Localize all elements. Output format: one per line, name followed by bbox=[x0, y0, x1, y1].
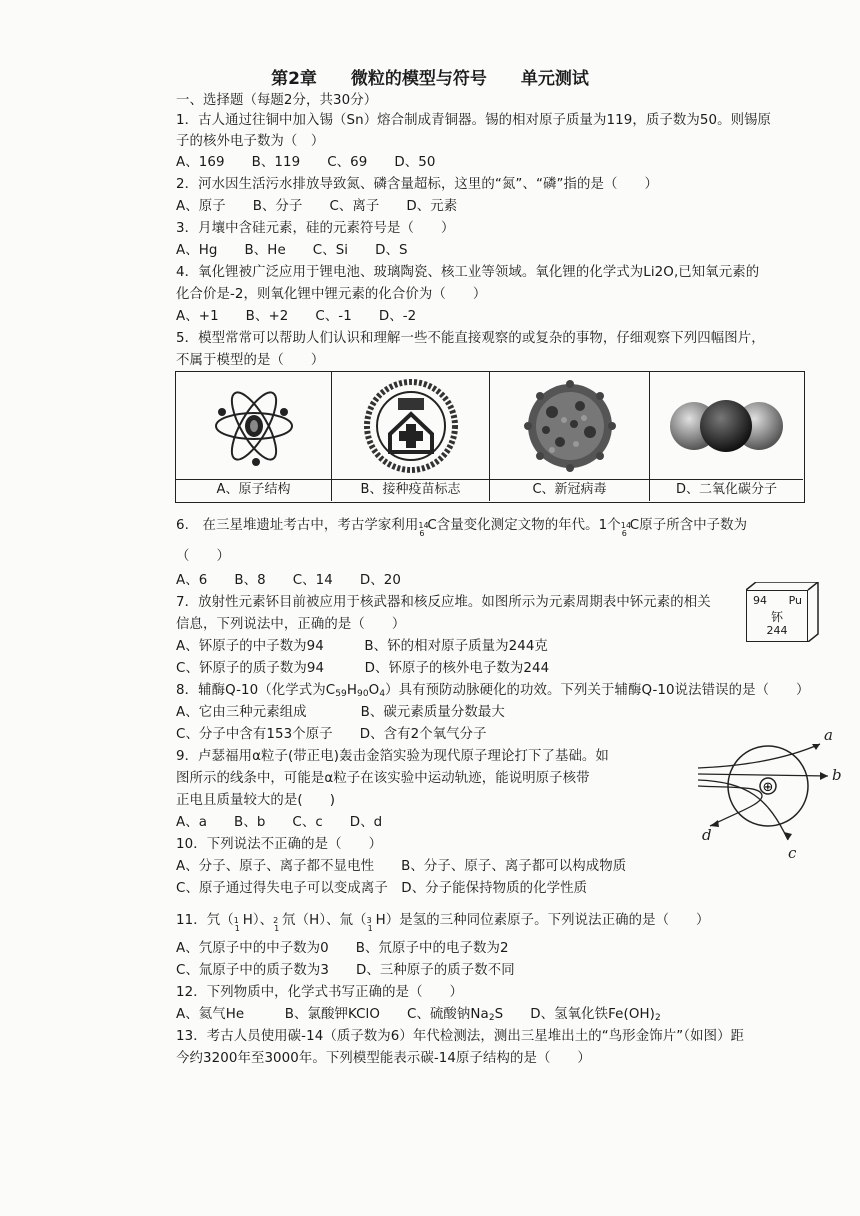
q1-options: A、169 B、119 C、69 D、50 bbox=[176, 155, 436, 170]
q5-line2: 不属于模型的是（ ） bbox=[176, 353, 325, 368]
q6-text-post: C原子所含中子数为 bbox=[629, 518, 748, 533]
protium-z: 1 bbox=[234, 924, 240, 933]
q6-text-pre: 6. 在三星堆遗址考古中，考古学家利用 bbox=[176, 518, 419, 533]
nucleus-symbol: ⊕ bbox=[762, 780, 774, 795]
q2-options: A、原子 B、分子 C、离子 D、元素 bbox=[176, 199, 458, 214]
tritium-mass: 3 bbox=[366, 916, 372, 925]
picture-cell-c bbox=[490, 372, 650, 501]
q13-line2: 今约3200年至3000年。下列模型能表示碳-14原子结构的是（ ） bbox=[176, 1051, 591, 1066]
q1-line1: 1．古人通过往铜中加入锡（Sn）熔合制成青铜器。锡的相对原子质量为119，质子数为50。则锡原 bbox=[176, 113, 772, 128]
deuterium-mass: 2 bbox=[273, 916, 279, 925]
q12-options bbox=[176, 1006, 661, 1027]
q11-text-a: H）、 bbox=[242, 913, 274, 928]
scattering-svg bbox=[688, 728, 848, 864]
caption-b: B、接种疫苗标志 bbox=[332, 479, 489, 501]
q3-line1: 3．月壤中含硅元素，硅的元素符号是（ ） bbox=[176, 221, 455, 236]
q6-text-mid: C含量变化测定文物的年代。1个 bbox=[427, 518, 621, 533]
q8-sub-c: 59 bbox=[335, 689, 347, 699]
atom-structure-image bbox=[176, 372, 332, 480]
trajectory-label-b: b bbox=[832, 766, 842, 784]
trajectory-label-c: c bbox=[788, 844, 797, 862]
protium-mass: 1 bbox=[233, 916, 239, 925]
q4-line1: 4．氧化锂被广泛应用于锂电池、玻璃陶瓷、核工业等领域。氧化锂的化学式为Li2O,已知氧元素的 bbox=[176, 265, 760, 280]
protium-notation bbox=[233, 912, 243, 933]
co2-molecule-image bbox=[650, 372, 803, 480]
element-symbol: Pu bbox=[788, 594, 802, 607]
page-title: 第2章 微粒的模型与符号 单元测试 bbox=[271, 69, 589, 89]
trajectory-label-a: a bbox=[824, 728, 833, 744]
q11-text-pre: 11．氕（ bbox=[176, 913, 234, 928]
q9-line3: 正电且质量较大的是( ) bbox=[176, 793, 336, 808]
vaccine-logo-image bbox=[332, 372, 490, 480]
q12-sub-na: 2 bbox=[488, 1013, 495, 1023]
q11-text-post: H）是氢的三种同位素原子。下列说法正确的是（ ） bbox=[375, 913, 710, 928]
q10-options-cd: C、原子通过得失电子可以变成离子 D、分子能保持物质的化学性质 bbox=[176, 881, 588, 896]
q1-line2: 子的核外电子数为（ ） bbox=[176, 134, 325, 149]
q12-text-a: A、氦气He B、氯酸钾KClO C、硫酸钠Na bbox=[176, 1007, 489, 1022]
deuterium-notation bbox=[273, 912, 282, 933]
picture-cell-d bbox=[650, 372, 803, 501]
q7-line1: 7．放射性元素钚目前被应用于核武器和核反应堆。如图所示为元素周期表中钚元素的相关 bbox=[176, 595, 711, 610]
section-heading: 一、选择题（每题2分，共30分） bbox=[176, 93, 378, 108]
trajectory-label-d: d bbox=[702, 826, 712, 844]
model-picture-table bbox=[175, 371, 805, 503]
q8-sub-h: 90 bbox=[357, 689, 369, 699]
caption-a: A、原子结构 bbox=[176, 479, 331, 501]
c14-notation-1 bbox=[418, 517, 429, 538]
q8-text-post: ）具有预防动脉硬化的功效。下列关于辅酶Q-10说法错误的是（ ） bbox=[385, 683, 810, 698]
caption-c: C、新冠病毒 bbox=[490, 479, 649, 501]
q4-options: A、+1 B、+2 C、-1 D、-2 bbox=[176, 309, 417, 324]
q2-line1: 2．河水因生活污水排放导致氮、磷含量超标，这里的“氮”、“磷”指的是（ ） bbox=[176, 177, 658, 192]
q12-text-b: S D、氢氧化铁Fe(OH) bbox=[494, 1007, 655, 1022]
q6-options: A、6 B、8 C、14 D、20 bbox=[176, 573, 402, 588]
q10-line1: 10．下列说法不正确的是（ ） bbox=[176, 837, 383, 852]
tritium-notation bbox=[366, 912, 376, 933]
q7-options-ab: A、钚原子的中子数为94 B、钚的相对原子质量为244克 bbox=[176, 639, 548, 654]
c14-atomic-number: 6 bbox=[419, 529, 425, 538]
q11-options-cd: C、氚原子中的质子数为3 D、三种原子的质子数不同 bbox=[176, 963, 515, 978]
q9-line1: 9．卢瑟福用α粒子(带正电)轰击金箔实验为现代原子理论打下了基础。如 bbox=[176, 749, 609, 764]
q8-options-ab: A、它由三种元素组成 B、碳元素质量分数最大 bbox=[176, 705, 505, 720]
alpha-scattering-diagram bbox=[688, 728, 848, 864]
q12-line1: 12．下列物质中，化学式书写正确的是（ ） bbox=[176, 985, 464, 1000]
q8-sub-o: 4 bbox=[379, 689, 386, 699]
tritium-z: 1 bbox=[367, 924, 373, 933]
c14-mass-number-2: 14 bbox=[620, 521, 632, 530]
element-number: 94 bbox=[753, 594, 767, 607]
q5-line1: 5．模型常常可以帮助人们认识和理解一些不能直接观察的或复杂的事物，仔细观察下列四幅图片， bbox=[176, 331, 765, 346]
q13-line1: 13．考古人员使用碳-14（质子数为6）年代检测法，测出三星堆出土的“鸟形金饰片”（如图）距 bbox=[176, 1029, 745, 1044]
q11-options-ab: A、氕原子中的中子数为0 B、氘原子中的电子数为2 bbox=[176, 941, 509, 956]
periodic-table-cell-pu bbox=[746, 582, 820, 642]
q6-line2: （ ） bbox=[176, 549, 230, 564]
q8-h: H bbox=[346, 683, 358, 698]
q8-text-pre: 8．辅酶Q-10（化学式为C bbox=[176, 683, 336, 698]
q10-options-ab: A、分子、原子、离子都不显电性 B、分子、原子、离子都可以构成物质 bbox=[176, 859, 627, 874]
caption-d: D、二氧化碳分子 bbox=[650, 479, 803, 501]
coronavirus-image bbox=[490, 372, 650, 480]
q8-line1 bbox=[176, 682, 810, 703]
element-name: 钚 bbox=[770, 610, 783, 624]
element-mass: 244 bbox=[766, 624, 788, 637]
q11-text-b: 氘（H）、氚（ bbox=[282, 913, 367, 928]
q9-options: A、a B、b C、c D、d bbox=[176, 815, 383, 830]
q9-line2: 图所示的线条中，可能是α粒子在该实验中运动轨迹，能说明原子核带 bbox=[176, 771, 590, 786]
picture-cell-a bbox=[176, 372, 332, 501]
q7-line2: 信息，下列说法中，正确的是（ ） bbox=[176, 617, 406, 632]
q11-line1 bbox=[176, 912, 710, 933]
q4-line2: 化合价是-2，则氧化锂中锂元素的化合价为（ ） bbox=[176, 287, 487, 302]
q8-options-cd: C、分子中含有153个原子 D、含有2个氧气分子 bbox=[176, 727, 487, 742]
deuterium-z: 1 bbox=[274, 924, 280, 933]
c14-notation-2 bbox=[620, 517, 632, 538]
q6-line1 bbox=[176, 517, 748, 538]
q12-sub-oh: 2 bbox=[654, 1013, 661, 1023]
c14-atomic-number-2: 6 bbox=[621, 529, 627, 538]
q8-o: O bbox=[368, 683, 380, 698]
c14-mass-number: 14 bbox=[418, 521, 429, 530]
q7-options-cd: C、钚原子的质子数为94 D、钚原子的核外电子数为244 bbox=[176, 661, 550, 676]
picture-cell-b bbox=[332, 372, 490, 501]
q3-options: A、Hg B、He C、Si D、S bbox=[176, 243, 408, 258]
